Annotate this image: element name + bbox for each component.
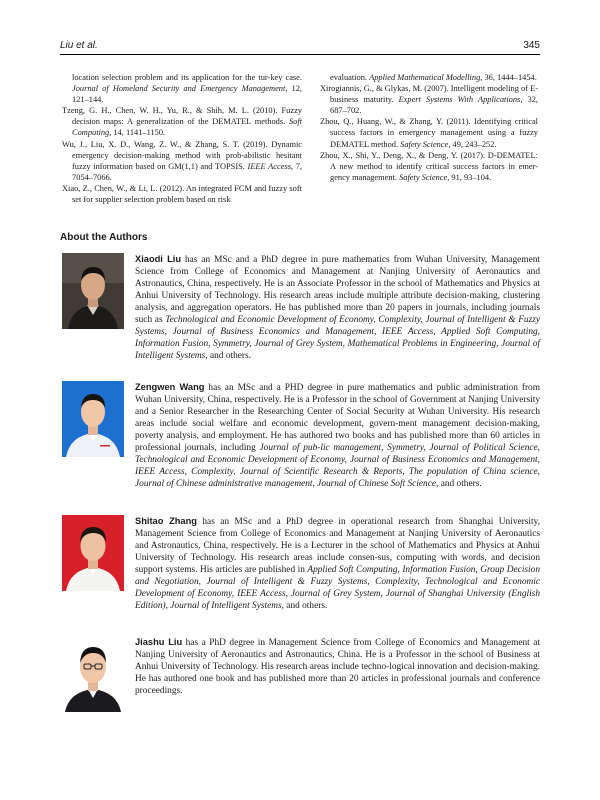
page-number: 345 — [523, 40, 540, 51]
author-name: Shitao Zhang — [135, 516, 197, 526]
running-header — [60, 38, 540, 55]
reference-entry: evaluation. Applied Mathematical Modelling, 36, 1444–1454. — [330, 73, 537, 82]
reference-entry: Zhou, X., Shi, Y., Deng, X., & Deng, Y. (2017). D-DEMATEL: A new method to identify critical success factors in emer-gency management. Safety Science, 91, 93–104. — [320, 150, 538, 182]
references-left-column — [62, 72, 302, 205]
reference-entry: Tzeng, G. H., Chen, W. H., Yu, R., & Shih, M. L. (2010). Fuzzy decision maps: A generalization of the DEMATEL methods. Soft Computing, 14, 1141–1150. — [62, 106, 302, 138]
author-name: Xiaodi Liu — [135, 254, 182, 264]
portrait-image — [62, 253, 124, 329]
author-bio-text: Zengwen Wang has an MSc and a PHD degree in pure mathematics and public administration from Wuhan University, China, respectively. He is a Professor in the school of Government at Nanjing University and a Senior Researcher in the Researching Center of Social Security at Wuhan University. His research areas include social welfare and economic development, govern-ment management decision-making, poverty analysis, and employment. He has authored two books and has published more than 60 articles in professional journals, including Journal of pub-lic management, Symmetry, Journal of Political Science, Technological and Economic Development of Economy, Journal of Business Economics and Management, IEEE Access, Complexity, Journal of Scientific Research & Reports, The population of China science, Journal of Chinese administrative management, Journal of Chinese Soft Science, and others. — [135, 382, 540, 489]
about-authors-heading: About the Authors — [60, 232, 148, 243]
reference-entry: Xirogiannis, G., & Glykas, M. (2007). Intelligent modeling of E-business maturity. Expert Systems With Applications, 32, 687–702. — [320, 84, 538, 116]
portrait-image — [62, 636, 124, 712]
author-name: Zengwen Wang — [135, 382, 205, 392]
portrait-image — [62, 381, 124, 457]
portrait-image — [62, 515, 124, 591]
reference-entry: Wu, J., Liu, X. D., Wang, Z. W., & Zhang, S. T. (2019). Dynamic emergency decision-making method with prob-abilistic hesitant fuzzy information based on GM(1,1) and TOPSIS. IEEE Access, 7, 7054–7066. — [62, 139, 302, 182]
references-right-column — [320, 72, 538, 183]
running-header-authors: Liu et al. — [60, 40, 98, 51]
author-name: Jiashu Liu — [135, 637, 183, 647]
author-bio-text: Jiashu Liu has a PhD degree in Management Science from College of Economics and Management at Nanjing University of Aeronautics and Astronautics, China. He is a Professor in the school of Business at Anhui University of Technology. His research areas include techno-logical innovation and decision-making. He has authored one book and has published more than 20 articles in professional journals and conference proceedings. — [135, 637, 541, 696]
author-bio-text: Shitao Zhang has an MSc and a PhD degree in operational research from Shanghai University, Management Science from College of Economics and Management at Nanjing University of Aeronautics and Astronautics, China, respectively. He is a Lecturer in the school of Mathematics and Physics at Anhui University of Technology. His research areas include consen-sus, computing with words, and decision support systems. His articles are published in Applied Soft Computing, Information Fusion, Group Decision and Negotiation, Journal of Intelligent & Fuzzy Systems, Complexity, Technological and Economic Development of Economy, IEEE Access, Journal of Grey System, Journal of Shanghai University (English Edition), Journal of Intelligent Systems, and others. — [135, 516, 540, 611]
author-bio-text: Xiaodi Liu has an MSc and a PhD degree in pure mathematics from Wuhan University, Management Science from College of Economics and Management at Nanjing University of Aeronautics and Astronautics, China, respectively. He is an Associate Professor in the school of Mathematics and Physics at Anhui University of Technology. His research areas include multiple attribute decision-making, clustering analysis, and aggregation operators. He has published more than 20 papers in journals, including journals such as Technological and Economic Development of Economy, Complexity, Journal of Intelligent & Fuzzy Systems, Journal of Business Economics and Management, IEEE Access, Applied Soft Computing, Information Fusion, Symmetry, Journal of Grey System, Mathematical Problems in Engineering, Journal of Intelligent Systems, and others. — [135, 254, 540, 361]
reference-entry: location selection problem and its application for the tur-key case. Journal of Homeland Security and Emergency Management, 12, 121–144. — [72, 73, 303, 105]
author-photo — [62, 636, 124, 712]
author-photo — [62, 253, 124, 329]
reference-entry: Zhou, Q., Huang, W., & Zhang, Y. (2011). Identifying critical success factors in emergency management using a fuzzy DEMATEL method. Safety Science, 49, 243–252. — [320, 117, 538, 149]
reference-entry: Xiao, Z., Chen, W., & Li, L. (2012). An integrated FCM and fuzzy soft set for supplier selection problem based on risk — [62, 183, 302, 205]
author-photo — [62, 381, 124, 457]
author-photo — [62, 515, 124, 591]
